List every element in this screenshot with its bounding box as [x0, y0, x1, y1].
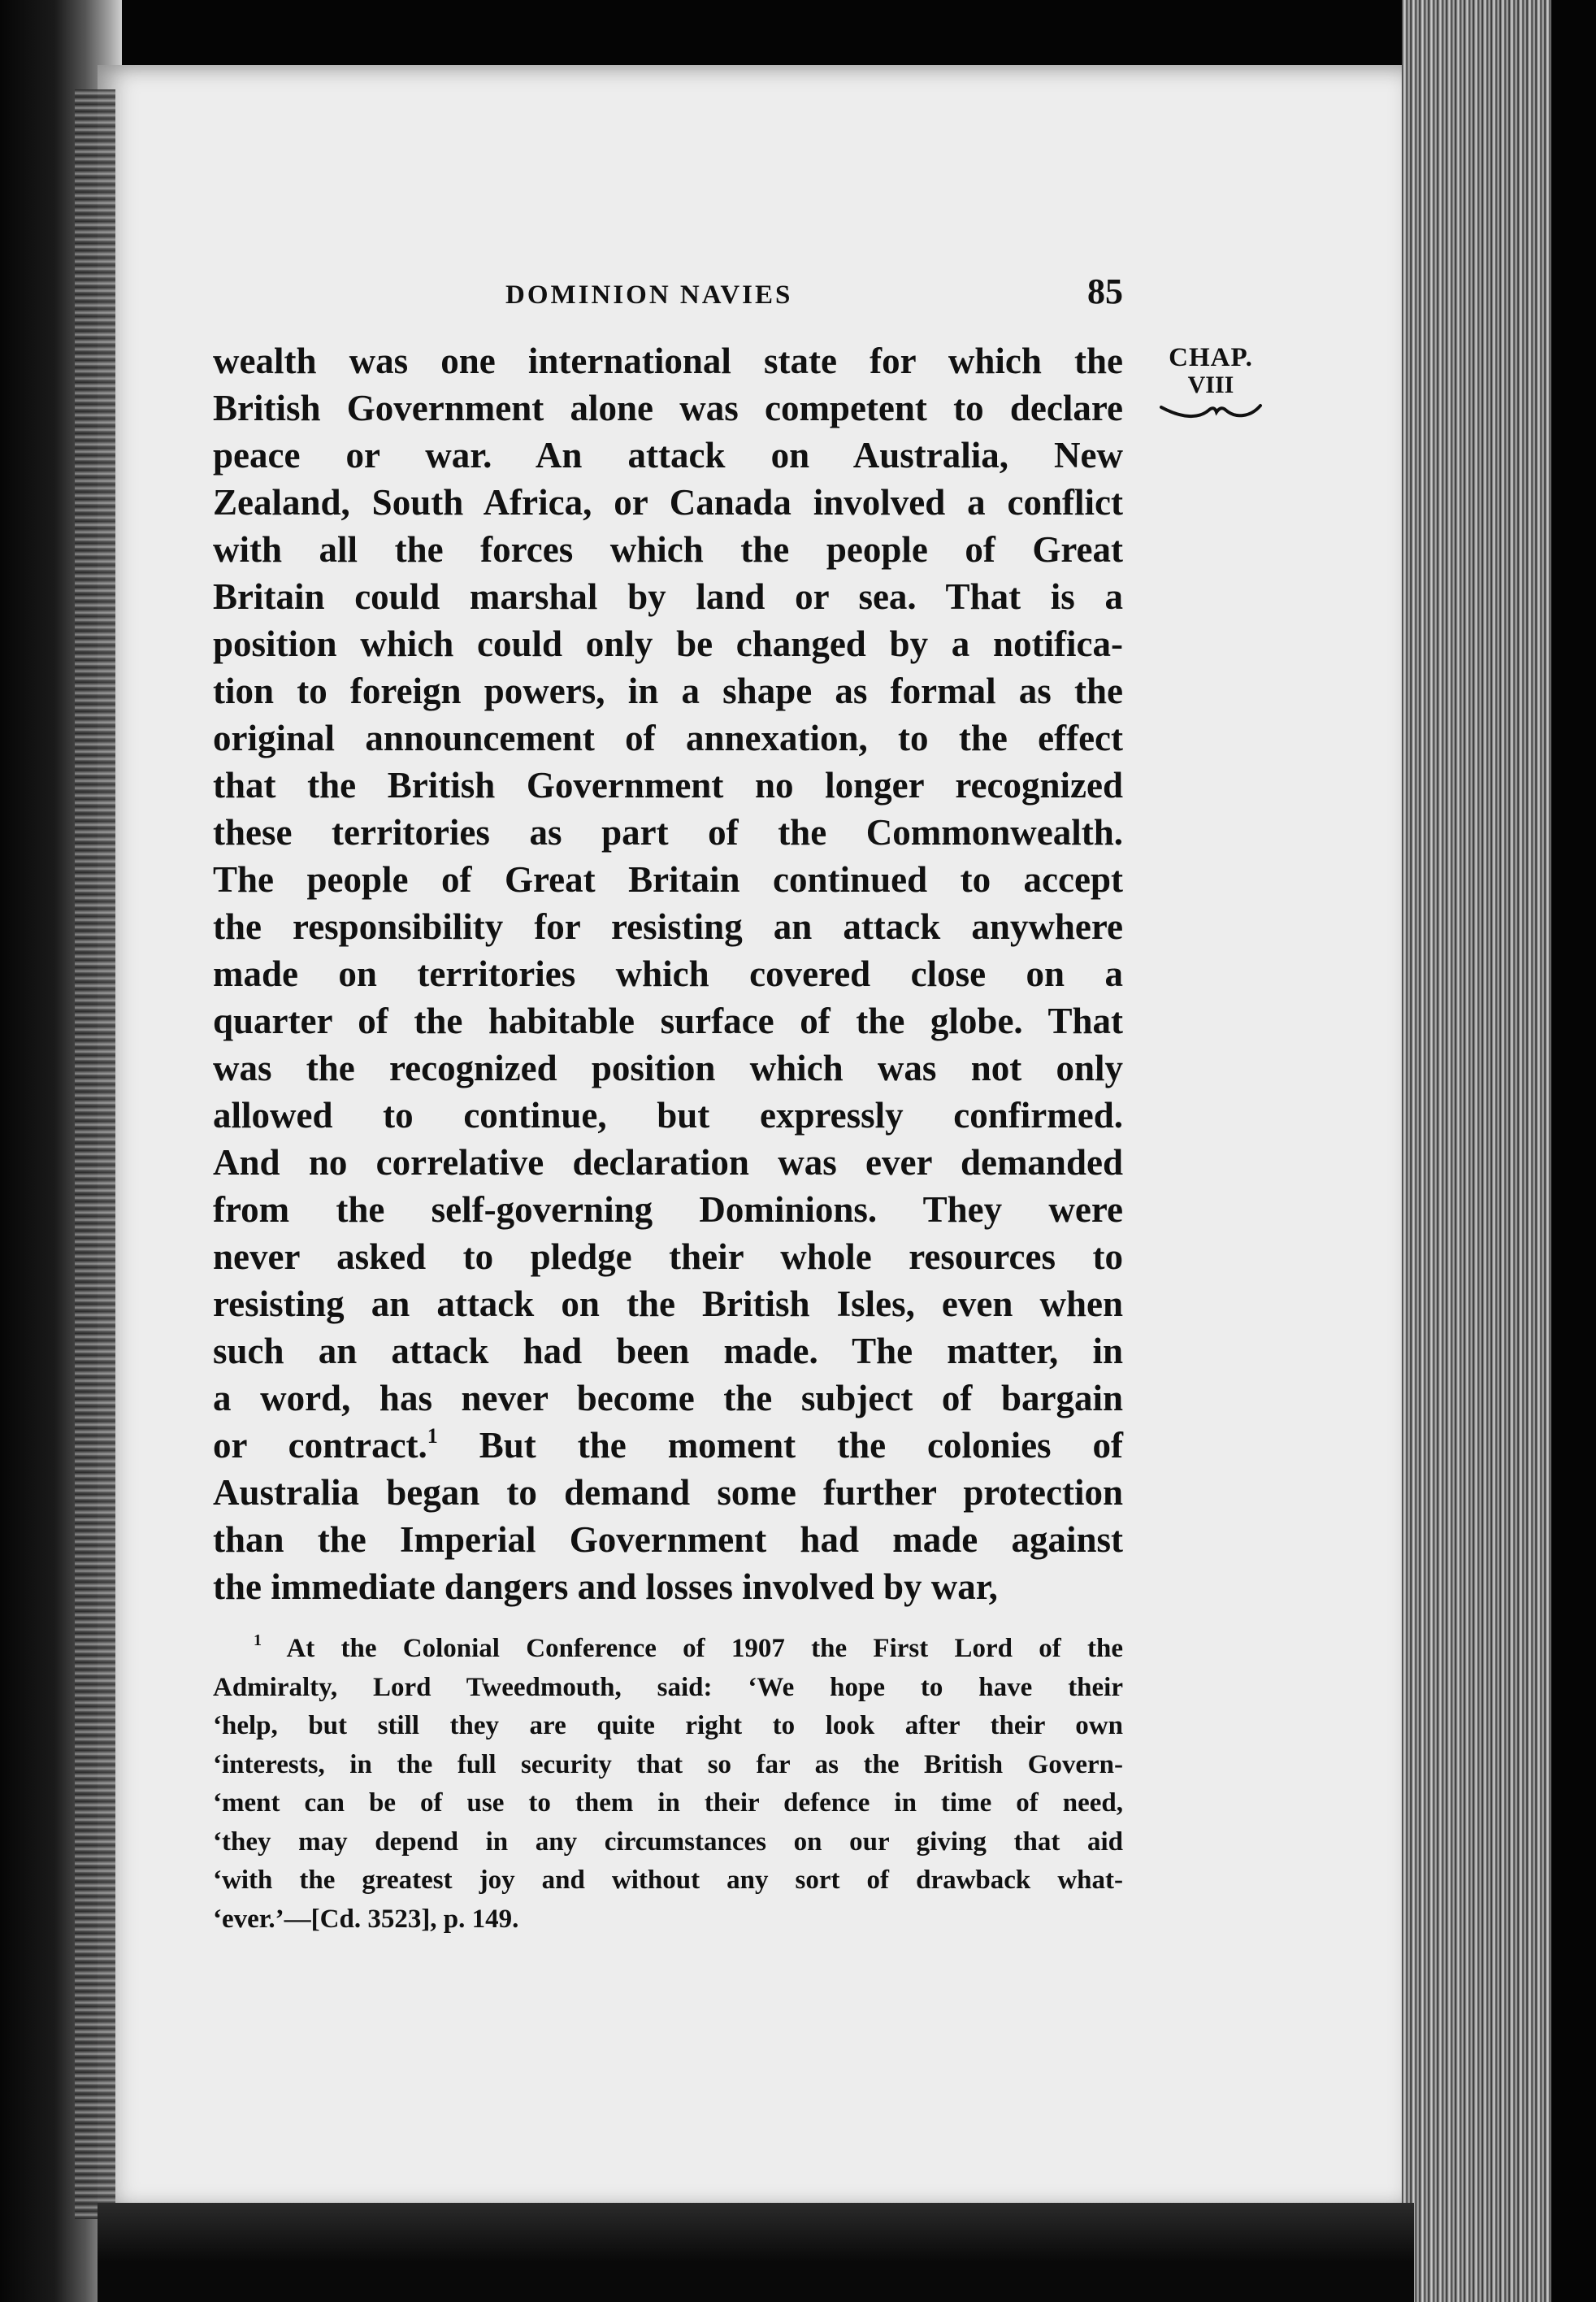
body-line: such an attack had been made. The matter, in — [213, 1331, 1123, 1371]
body-line-with-footnote-ref — [213, 1422, 1123, 1469]
body-line: original announcement of annexation, to the effect — [213, 718, 1123, 758]
footnote-line-text: At the Colonial Conference of 1907 the First Lord of the — [286, 1634, 1123, 1663]
footnote-line: ‘interests, in the full security that so far as the British Govern- — [213, 1749, 1123, 1779]
body-line: British Government alone was competent to declare — [213, 388, 1123, 428]
footnote-line: ‘help, but still they are quite right to look after their own — [213, 1711, 1123, 1740]
body-line: allowed to continue, but expressly confirmed. — [213, 1095, 1123, 1136]
body-line: The people of Great Britain continued to accept — [213, 859, 1123, 900]
body-line: position which could only be changed by a notifica- — [213, 623, 1123, 664]
body-line: than the Imperial Government had made against — [213, 1519, 1123, 1560]
body-line: Zealand, South Africa, or Canada involved a conflict — [213, 482, 1123, 523]
body-line: these territories as part of the Commonwealth. — [213, 812, 1123, 853]
footnote-line: Admiralty, Lord Tweedmouth, said: ‘We hope to have their — [213, 1672, 1123, 1702]
chapter-margin-note — [1154, 343, 1268, 420]
footnote-line: ‘ment can be of use to them in their defence in time of need, — [213, 1788, 1123, 1818]
body-line: And no correlative declaration was ever demanded — [213, 1142, 1123, 1183]
chapter-ornament-icon — [1158, 402, 1264, 420]
body-line: resisting an attack on the British Isles, even when — [213, 1283, 1123, 1324]
body-line: a word, has never become the subject of bargain — [213, 1378, 1123, 1418]
body-line: the immediate dangers and losses involved by war, — [213, 1566, 998, 1607]
chapter-label: CHAP. — [1169, 343, 1253, 372]
book-page-edges — [1402, 0, 1596, 2302]
body-line-end: But the moment the colonies of — [437, 1425, 1123, 1466]
footnote-line — [213, 1630, 1123, 1669]
footnote-line: ‘with the greatest joy and without any sort of drawback what- — [213, 1865, 1123, 1895]
body-line: tion to foreign powers, in a shape as formal as the — [213, 671, 1123, 711]
body-line: made on territories which covered close on a — [213, 953, 1123, 994]
book-gutter — [75, 89, 115, 2219]
body-line: was the recognized position which was not only — [213, 1048, 1123, 1088]
running-title: DOMINION NAVIES — [505, 280, 793, 310]
scan-bottom-shadow — [98, 2203, 1414, 2302]
body-line: that the British Government no longer recognized — [213, 765, 1123, 806]
body-line: peace or war. An attack on Australia, New — [213, 435, 1123, 476]
body-line: from the self-governing Dominions. They were — [213, 1189, 1123, 1230]
body-text — [213, 337, 1123, 1610]
body-line-start: or contract. — [213, 1425, 427, 1466]
footnote-line: ‘they may depend in any circumstances on our giving that aid — [213, 1826, 1123, 1857]
footnote-line: ‘ever.’—[Cd. 3523], p. 149. — [213, 1904, 519, 1934]
footnote-reference: 1 — [427, 1424, 438, 1448]
body-line: wealth was one international state for which the — [213, 341, 1123, 381]
footnote — [213, 1630, 1123, 1939]
body-line: the responsibility for resisting an attack anywhere — [213, 906, 1123, 947]
page-number: 85 — [1087, 271, 1123, 311]
body-line: Australia began to demand some further protection — [213, 1472, 1123, 1513]
body-line: quarter of the habitable surface of the globe. That — [213, 1001, 1123, 1041]
chapter-number: VIII — [1187, 371, 1234, 398]
running-head — [213, 271, 1123, 319]
body-line: Britain could marshal by land or sea. That is a — [213, 576, 1123, 617]
body-line: never asked to pledge their whole resources to — [213, 1236, 1123, 1277]
body-line: with all the forces which the people of Great — [213, 529, 1123, 570]
footnote-marker: 1 — [254, 1631, 262, 1649]
